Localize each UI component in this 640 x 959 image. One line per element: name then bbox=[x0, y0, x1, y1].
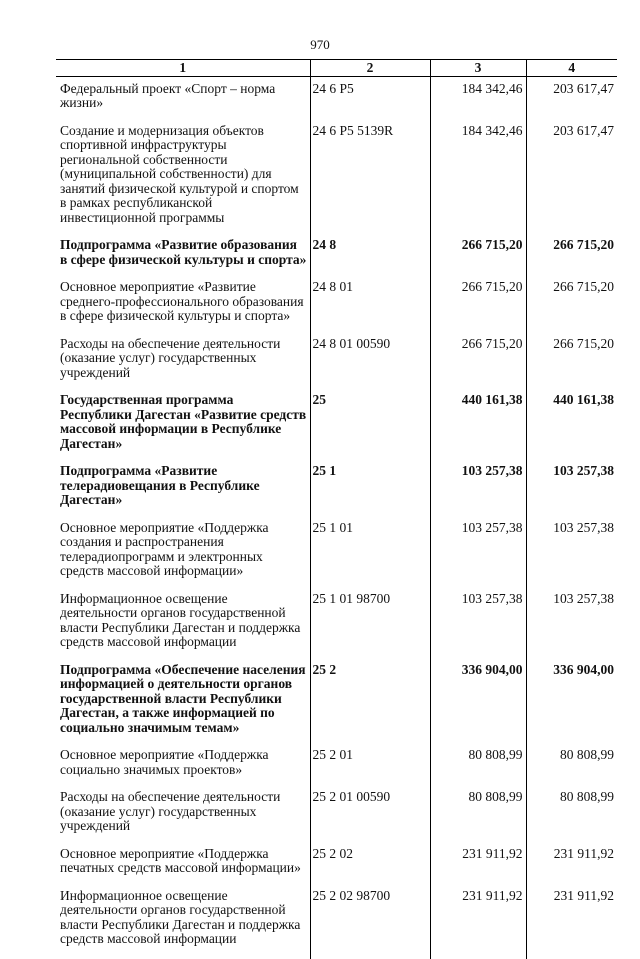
row-value-3: 266 715,20 bbox=[430, 337, 526, 394]
table-row bbox=[56, 889, 617, 959]
row-value-4: 231 911,92 bbox=[526, 889, 617, 959]
row-value-4: 103 257,38 bbox=[526, 521, 617, 592]
row-value-3: 231 911,92 bbox=[430, 889, 526, 959]
column-header-1: 1 bbox=[56, 60, 310, 77]
row-name: Подпрограмма «Обеспечение населения информацией о деятельности органов государственной власти Республики Дагестан, а также информацией по социально значимым темам» bbox=[60, 661, 306, 735]
row-value-4: 203 617,47 bbox=[526, 76, 617, 124]
row-value-3: 336 904,00 bbox=[430, 663, 526, 749]
row-value-4: 440 161,38 bbox=[526, 393, 617, 464]
table-row bbox=[56, 280, 617, 337]
table-row bbox=[56, 238, 617, 280]
table-row bbox=[56, 790, 617, 847]
row-name: Информационное освещение деятельности органов государственной власти Республики Дагестан и поддержка средств массовой информации bbox=[60, 887, 301, 946]
table-row bbox=[56, 337, 617, 394]
row-name: Основное мероприятие «Поддержка печатных средств массовой информации» bbox=[60, 845, 301, 875]
row-code: 25 2 bbox=[310, 663, 430, 749]
row-value-3: 231 911,92 bbox=[430, 847, 526, 889]
row-code: 24 6 P5 bbox=[310, 76, 430, 124]
row-value-4: 336 904,00 bbox=[526, 663, 617, 749]
row-code: 25 2 01 bbox=[310, 748, 430, 790]
row-value-3: 80 808,99 bbox=[430, 748, 526, 790]
row-value-3: 103 257,38 bbox=[430, 592, 526, 663]
row-code: 24 6 P5 5139R bbox=[310, 124, 430, 239]
row-code: 25 2 02 bbox=[310, 847, 430, 889]
row-name: Основное мероприятие «Поддержка создания и распространения телерадиопрограмм и электронных средств массовой информации» bbox=[60, 519, 269, 578]
row-code: 24 8 01 bbox=[310, 280, 430, 337]
table-row bbox=[56, 521, 617, 592]
column-header-4: 4 bbox=[526, 60, 617, 77]
row-value-3: 266 715,20 bbox=[430, 238, 526, 280]
table-row bbox=[56, 592, 617, 663]
row-value-4: 266 715,20 bbox=[526, 337, 617, 394]
row-value-3: 440 161,38 bbox=[430, 393, 526, 464]
table-header-row bbox=[56, 60, 617, 77]
row-code: 25 1 01 bbox=[310, 521, 430, 592]
row-value-4: 266 715,20 bbox=[526, 280, 617, 337]
row-value-4: 231 911,92 bbox=[526, 847, 617, 889]
row-value-4: 80 808,99 bbox=[526, 748, 617, 790]
row-name: Основное мероприятие «Поддержка социально значимых проектов» bbox=[60, 747, 269, 777]
row-name: Федеральный проект «Спорт – норма жизни» bbox=[60, 80, 276, 110]
table-row bbox=[56, 748, 617, 790]
row-code: 24 8 01 00590 bbox=[310, 337, 430, 394]
row-value-4: 80 808,99 bbox=[526, 790, 617, 847]
table-row bbox=[56, 464, 617, 521]
row-value-3: 103 257,38 bbox=[430, 464, 526, 521]
table-row bbox=[56, 124, 617, 239]
row-name: Подпрограмма «Развитие телерадиовещания в Республике Дагестан» bbox=[60, 463, 260, 507]
table-row bbox=[56, 76, 617, 124]
row-code: 25 2 02 98700 bbox=[310, 889, 430, 959]
row-name: Информационное освещение деятельности органов государственной власти Республики Дагестан и поддержка средств массовой информации bbox=[60, 590, 301, 649]
table-row bbox=[56, 663, 617, 749]
row-name: Расходы на обеспечение деятельности (оказание услуг) государственных учреждений bbox=[60, 789, 281, 833]
column-header-2: 2 bbox=[310, 60, 430, 77]
row-value-4: 103 257,38 bbox=[526, 464, 617, 521]
row-value-4: 266 715,20 bbox=[526, 238, 617, 280]
row-value-3: 266 715,20 bbox=[430, 280, 526, 337]
row-value-3: 184 342,46 bbox=[430, 124, 526, 239]
column-header-3: 3 bbox=[430, 60, 526, 77]
row-code: 25 1 01 98700 bbox=[310, 592, 430, 663]
table-row bbox=[56, 393, 617, 464]
row-name: Основное мероприятие «Развитие среднего-профессионального образования в сфере физической культуры и спорта» bbox=[60, 279, 304, 323]
row-value-3: 80 808,99 bbox=[430, 790, 526, 847]
row-code: 24 8 bbox=[310, 238, 430, 280]
row-value-3: 184 342,46 bbox=[430, 76, 526, 124]
row-value-4: 203 617,47 bbox=[526, 124, 617, 239]
table-row bbox=[56, 847, 617, 889]
row-value-3: 103 257,38 bbox=[430, 521, 526, 592]
row-name: Государственная программа Республики Дагестан «Развитие средств массовой информации в Республике Дагестан» bbox=[60, 392, 307, 451]
row-code: 25 1 bbox=[310, 464, 430, 521]
row-name: Расходы на обеспечение деятельности (оказание услуг) государственных учреждений bbox=[60, 335, 281, 380]
budget-table bbox=[56, 59, 617, 959]
row-code: 25 2 01 00590 bbox=[310, 790, 430, 847]
row-name: Подпрограмма «Развитие образования в сфере физической культуры и спорта» bbox=[60, 237, 307, 267]
page-number: 970 bbox=[310, 37, 330, 52]
row-code: 25 bbox=[310, 393, 430, 464]
row-name: Создание и модернизация объектов спортивной инфраструктуры региональной собственности (муниципальной собственности) для занятий физической культурой и спортом в рамках республиканской инвестиционной программы bbox=[60, 122, 299, 225]
row-value-4: 103 257,38 bbox=[526, 592, 617, 663]
